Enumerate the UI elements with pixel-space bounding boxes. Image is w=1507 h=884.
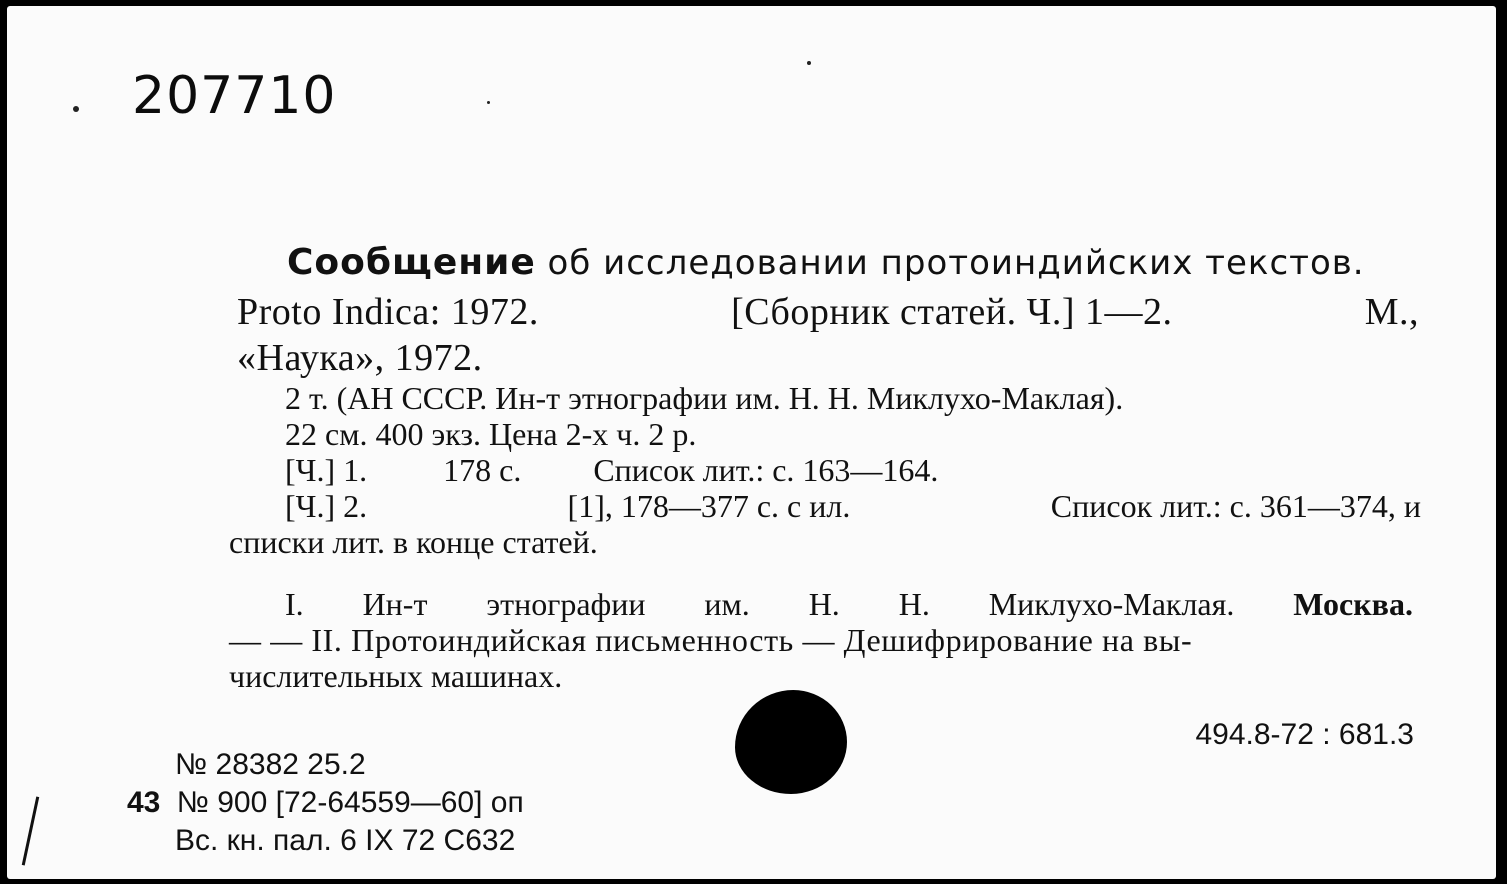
series-title: Proto Indica: 1972.: [237, 291, 539, 333]
part-1-pages: 178 с.: [443, 452, 522, 488]
imprint-line-2: 22 см. 400 экз. Цена 2-х ч. 2 р.: [285, 416, 697, 452]
udc-classification: 494.8-72 : 681.3: [1195, 718, 1414, 751]
tracing-line-1: [285, 586, 1413, 623]
footer-row-2-text: № 900 [72-64559—60] оп: [176, 786, 524, 819]
footer-row-2-lead: 43: [127, 786, 161, 819]
part-2-line: [285, 488, 1421, 525]
inventory-number: 207710: [132, 66, 337, 126]
title-lead-word: Сообщение: [287, 242, 536, 283]
tracing-1-word: Миклухо-Маклая.: [988, 586, 1235, 622]
part-2-bibliography: Список лит.: с. 361—374, и: [1050, 488, 1421, 524]
title-rest: об исследовании протоиндийских текстов.: [535, 243, 1365, 283]
part-2-continuation: списки лит. в конце статей.: [229, 524, 598, 560]
part-1-label: [Ч.] 1.: [285, 452, 368, 488]
tracing-1-word: этнографии: [486, 586, 646, 622]
title-line-1-text: [287, 242, 1365, 283]
tracing-line-2: — — II. Протоиндийская письменность — Дешифрирование на вы-: [229, 622, 1193, 658]
catalog-card: [7, 6, 1496, 879]
pencil-mark: [22, 796, 39, 865]
title-line-1: [287, 242, 1425, 283]
ink-speck: [807, 61, 811, 65]
tracing-1-word: Ин-т: [362, 586, 428, 622]
tracing-line-3: числительных машинах.: [229, 658, 563, 694]
ink-speck: [73, 106, 79, 112]
imprint-line-1: 2 т. (АН СССР. Ин-т этнографии им. Н. Н. Миклухо-Маклая).: [285, 380, 1124, 416]
ink-speck: [487, 101, 490, 104]
ink-blot: [735, 690, 847, 794]
part-2-label: [Ч.] 2.: [285, 488, 368, 524]
collection-note: [Сборник статей. Ч.] 1—2.: [731, 291, 1173, 333]
publisher-line: «Наука», 1972.: [237, 337, 483, 379]
part-1-bibliography: Список лит.: с. 163—164.: [593, 452, 939, 488]
tracing-1-word: Н.: [898, 586, 930, 622]
footer-row-3: Вс. кн. пал. 6 IX 72 С632: [175, 824, 516, 857]
tracing-1-word: Н.: [808, 586, 840, 622]
part-1-line: [285, 452, 938, 489]
title-line-2: [237, 290, 1419, 334]
place-of-publication: М.,: [1364, 291, 1419, 333]
tracing-1-number: I.: [285, 586, 304, 622]
footer-row-1: № 28382 25.2: [175, 748, 366, 781]
tracing-1-word: им.: [704, 586, 750, 622]
footer-row-2: [127, 786, 524, 820]
tracing-1-word: Москва.: [1293, 586, 1413, 622]
part-2-pages: [1], 178—377 с. с ил.: [567, 488, 851, 524]
